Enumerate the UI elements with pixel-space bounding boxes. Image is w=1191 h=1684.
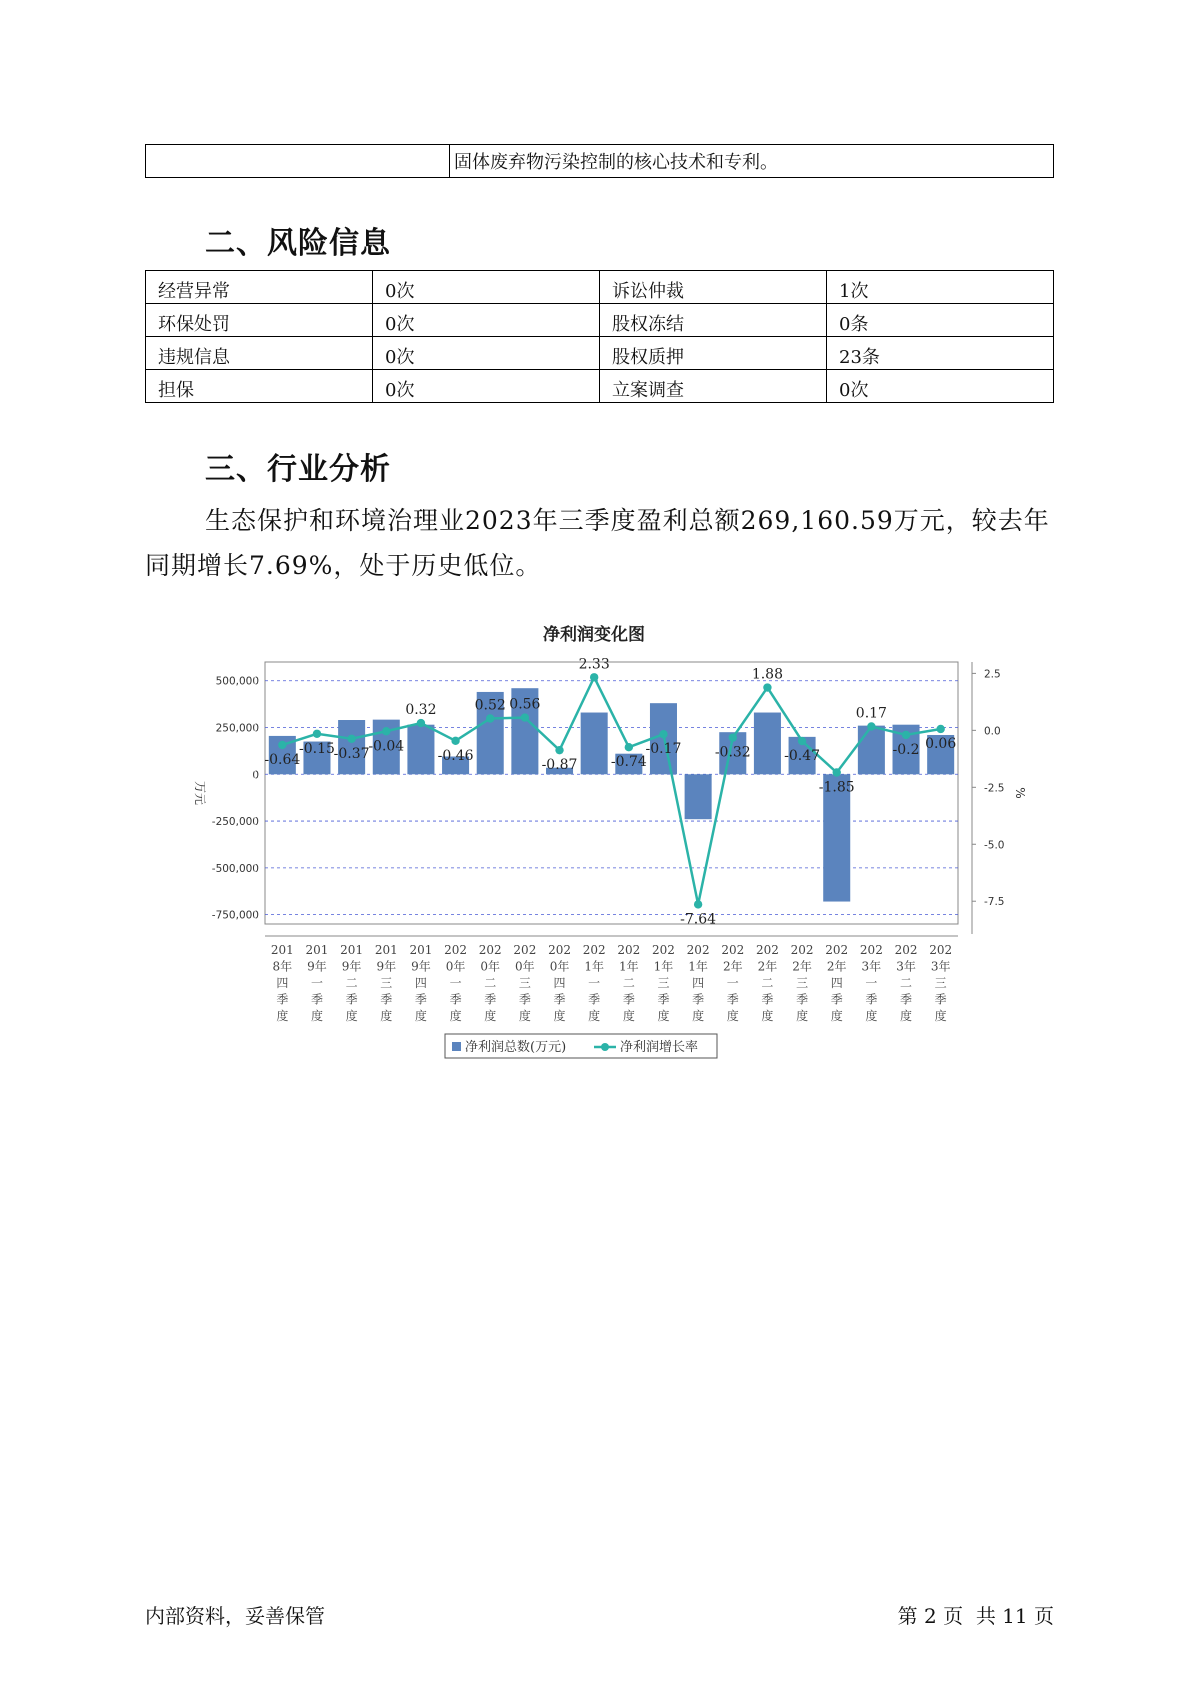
x-tick-label: 四 [830,976,843,990]
x-tick-label: 2年 [826,959,847,974]
risk-label: 股权质押 [600,337,827,370]
x-tick-label: 季 [518,992,531,1007]
growth-point [729,733,737,741]
y2-tick-label: -7.5 [984,896,1005,909]
growth-point [417,719,425,727]
x-tick-label: 度 [380,1009,393,1023]
x-tick-label: 四 [692,976,705,990]
risk-label: 环保处罚 [146,304,373,337]
data-label: -0.87 [541,757,578,774]
x-tick-label: 2年 [792,959,812,974]
growth-point [625,743,633,751]
x-tick-label: 二 [900,976,913,990]
x-tick-label: 1年 [688,959,708,974]
bar [407,725,434,775]
x-tick-label: 度 [414,1009,427,1023]
x-tick-label: 201 [305,943,329,957]
x-tick-label: 度 [345,1009,358,1023]
growth-point [833,768,841,776]
x-tick-label: 季 [900,992,913,1007]
risk-value: 1次 [827,271,1054,304]
x-tick-label: 度 [622,1009,635,1023]
x-tick-label: 一 [726,976,739,990]
risk-row [146,271,1054,304]
growth-point [313,730,321,738]
x-tick-label: 3年 [861,959,882,974]
x-tick-label: 季 [345,992,358,1007]
data-label: 0.56 [509,696,541,713]
x-tick-label: 201 [340,943,364,957]
risk-label: 违规信息 [146,337,373,370]
x-tick-label: 季 [796,992,809,1007]
x-tick-label: 202 [825,943,849,957]
growth-point [936,725,944,733]
x-tick-label: 度 [726,1009,739,1023]
data-label: 1.88 [751,666,784,683]
x-tick-label: 季 [830,992,843,1007]
x-tick-label: 9年 [411,959,431,974]
x-tick-label: 0年 [445,959,466,974]
growth-point [867,722,875,730]
top-table-cell-2: 固体废弃物污染控制的核心技术和专利。 [450,145,1054,178]
x-tick-label: 季 [622,992,635,1007]
growth-point [521,713,529,721]
x-tick-label: 三 [796,976,809,990]
x-tick-label: 202 [513,943,537,957]
section-title-industry: 三、行业分析 [205,452,391,487]
growth-point [659,730,667,738]
growth-point [590,673,598,681]
growth-point [694,900,702,908]
data-label: -0.74 [610,754,647,771]
x-tick-label: 202 [548,943,571,957]
x-tick-label: 一 [865,976,878,990]
x-tick-label: 四 [414,976,427,990]
risk-row [146,304,1054,337]
x-tick-label: 202 [478,943,502,957]
x-tick-label: 201 [374,943,398,957]
risk-value: 0次 [373,370,600,403]
y2-tick-label: 0.0 [984,725,1001,738]
risk-row [146,337,1054,370]
risk-label: 经营异常 [146,271,373,304]
x-tick-label: 四 [276,976,289,990]
x-tick-label: 二 [622,976,635,990]
x-tick-label: 3年 [930,959,951,974]
bar [754,713,781,775]
data-label: -0.32 [714,744,751,761]
bar [581,713,608,775]
data-label: -0.64 [264,751,301,768]
x-tick-label: 季 [276,992,289,1007]
y2-tick-label: -2.5 [984,782,1005,795]
data-label: -1.85 [818,779,855,796]
x-tick-label: 一 [588,976,601,990]
x-tick-label: 三 [380,976,393,990]
y2-tick-label: 2.5 [984,668,1001,681]
x-tick-label: 1年 [653,959,674,974]
x-tick-label: 度 [553,1009,566,1023]
x-tick-label: 9年 [341,959,362,974]
y2-axis-label: % [1013,787,1027,799]
x-tick-label: 202 [894,943,918,957]
x-tick-label: 202 [755,943,779,957]
x-tick-label: 度 [518,1009,531,1023]
x-tick-label: 度 [484,1009,497,1023]
x-tick-label: 2年 [722,959,743,974]
data-label: -0.17 [645,741,682,758]
x-tick-label: 度 [276,1009,289,1023]
data-label: -0.37 [333,745,370,762]
x-tick-label: 度 [692,1009,705,1023]
growth-point [347,735,355,743]
x-tick-label: 202 [617,943,641,957]
y-tick-label: 250,000 [215,722,259,735]
legend-line-label: 净利润增长率 [620,1040,699,1055]
bar [685,774,712,819]
data-label: -0.15 [299,740,335,757]
data-label: -0.47 [784,748,821,765]
chart-title: 净利润变化图 [543,625,645,645]
x-tick-label: 度 [310,1009,323,1023]
x-tick-label: 季 [692,992,705,1007]
x-tick-label: 1年 [584,959,604,974]
net-profit-chart [180,612,1027,1072]
x-tick-label: 202 [652,943,675,957]
y-tick-label: 0 [252,769,259,782]
x-tick-label: 202 [859,943,883,957]
x-tick-label: 季 [553,992,566,1007]
data-label: 0.06 [925,735,957,752]
x-tick-label: 202 [582,943,606,957]
growth-point [798,737,806,745]
industry-paragraph: 生态保护和环境治理业2023年三季度盈利总额269,160.59万元，较去年同期增长7.69%，处于历史低位。 [145,506,1050,580]
y-tick-label: 500,000 [215,675,259,688]
risk-value: 23条 [827,337,1054,370]
data-label: -0.2 [892,741,920,758]
risk-table [145,270,1054,403]
x-tick-label: 季 [865,992,878,1007]
x-tick-label: 202 [929,943,953,957]
growth-point [486,714,494,722]
x-tick-label: 202 [721,943,745,957]
x-tick-label: 0年 [515,959,535,974]
risk-value: 0条 [827,304,1054,337]
legend-bar-swatch [452,1042,461,1051]
x-tick-label: 度 [934,1009,947,1023]
y2-tick-label: -5.0 [984,839,1005,852]
bar [858,726,885,775]
x-tick-label: 季 [414,992,427,1007]
x-tick-label: 度 [761,1009,774,1023]
x-tick-label: 季 [484,992,497,1007]
y-axis-label: 万元 [193,780,207,806]
x-tick-label: 二 [761,976,774,990]
risk-value: 0次 [373,337,600,370]
data-label: -0.04 [368,738,405,755]
x-tick-label: 季 [726,992,739,1007]
risk-label: 诉讼仲裁 [600,271,827,304]
x-tick-label: 季 [380,992,393,1007]
data-label: -0.46 [437,747,474,764]
data-label: 0.32 [405,702,437,719]
x-tick-label: 1年 [619,959,639,974]
growth-point [278,741,286,749]
legend-line-marker [601,1043,609,1051]
growth-point [451,737,459,745]
x-tick-label: 202 [444,943,468,957]
x-tick-label: 度 [865,1009,878,1023]
x-tick-label: 202 [790,943,814,957]
legend-bar-label: 净利润总数(万元) [465,1040,567,1055]
x-tick-label: 3年 [896,959,916,974]
x-tick-label: 度 [657,1009,670,1023]
section-title-risk: 二、风险信息 [205,226,391,261]
growth-point [382,727,390,735]
risk-label: 立案调查 [600,370,827,403]
x-tick-label: 9年 [307,959,327,974]
x-tick-label: 201 [409,943,433,957]
footer-note: 内部资料，妥善保管 [145,1604,325,1628]
y-tick-label: -250,000 [211,816,259,829]
page-number: 第 2 页 共 11 页 [897,1604,1054,1628]
x-tick-label: 度 [796,1009,809,1023]
growth-point [763,683,771,691]
growth-point [902,731,910,739]
risk-value: 0次 [373,304,600,337]
x-tick-label: 9年 [376,959,397,974]
x-tick-label: 季 [310,992,323,1007]
x-tick-label: 度 [830,1009,843,1023]
x-tick-label: 三 [934,976,947,990]
x-tick-label: 0年 [480,959,501,974]
x-tick-label: 二 [345,976,358,990]
x-tick-label: 三 [518,976,531,990]
net-profit-chart-svg [180,612,1027,1072]
x-tick-label: 一 [310,976,323,990]
top-table-cell-1 [146,145,450,178]
x-tick-label: 202 [686,943,710,957]
x-tick-label: 8年 [272,959,293,974]
x-tick-label: 一 [449,976,462,990]
risk-value: 0次 [373,271,600,304]
x-tick-label: 度 [900,1009,913,1023]
risk-label: 股权冻结 [600,304,827,337]
x-tick-label: 度 [588,1009,601,1023]
data-label: 2.33 [578,656,610,673]
risk-row [146,370,1054,403]
x-tick-label: 季 [934,992,947,1007]
y-tick-label: -500,000 [211,862,259,875]
data-label: -7.64 [680,911,717,928]
y-tick-label: -750,000 [211,909,259,922]
data-label: 0.52 [474,697,506,714]
x-tick-label: 二 [484,976,497,990]
risk-value: 0次 [827,370,1054,403]
x-tick-label: 三 [657,976,670,990]
x-tick-label: 季 [657,992,670,1007]
x-tick-label: 季 [588,992,601,1007]
x-tick-label: 2年 [757,959,778,974]
growth-point [555,746,563,754]
risk-label: 担保 [146,370,373,403]
x-tick-label: 季 [449,992,462,1007]
x-tick-label: 0年 [549,959,570,974]
x-tick-label: 四 [553,976,566,990]
x-tick-label: 季 [761,992,774,1007]
x-tick-label: 201 [270,943,294,957]
x-tick-label: 度 [449,1009,462,1023]
top-table [145,144,1054,178]
data-label: 0.17 [855,705,887,722]
